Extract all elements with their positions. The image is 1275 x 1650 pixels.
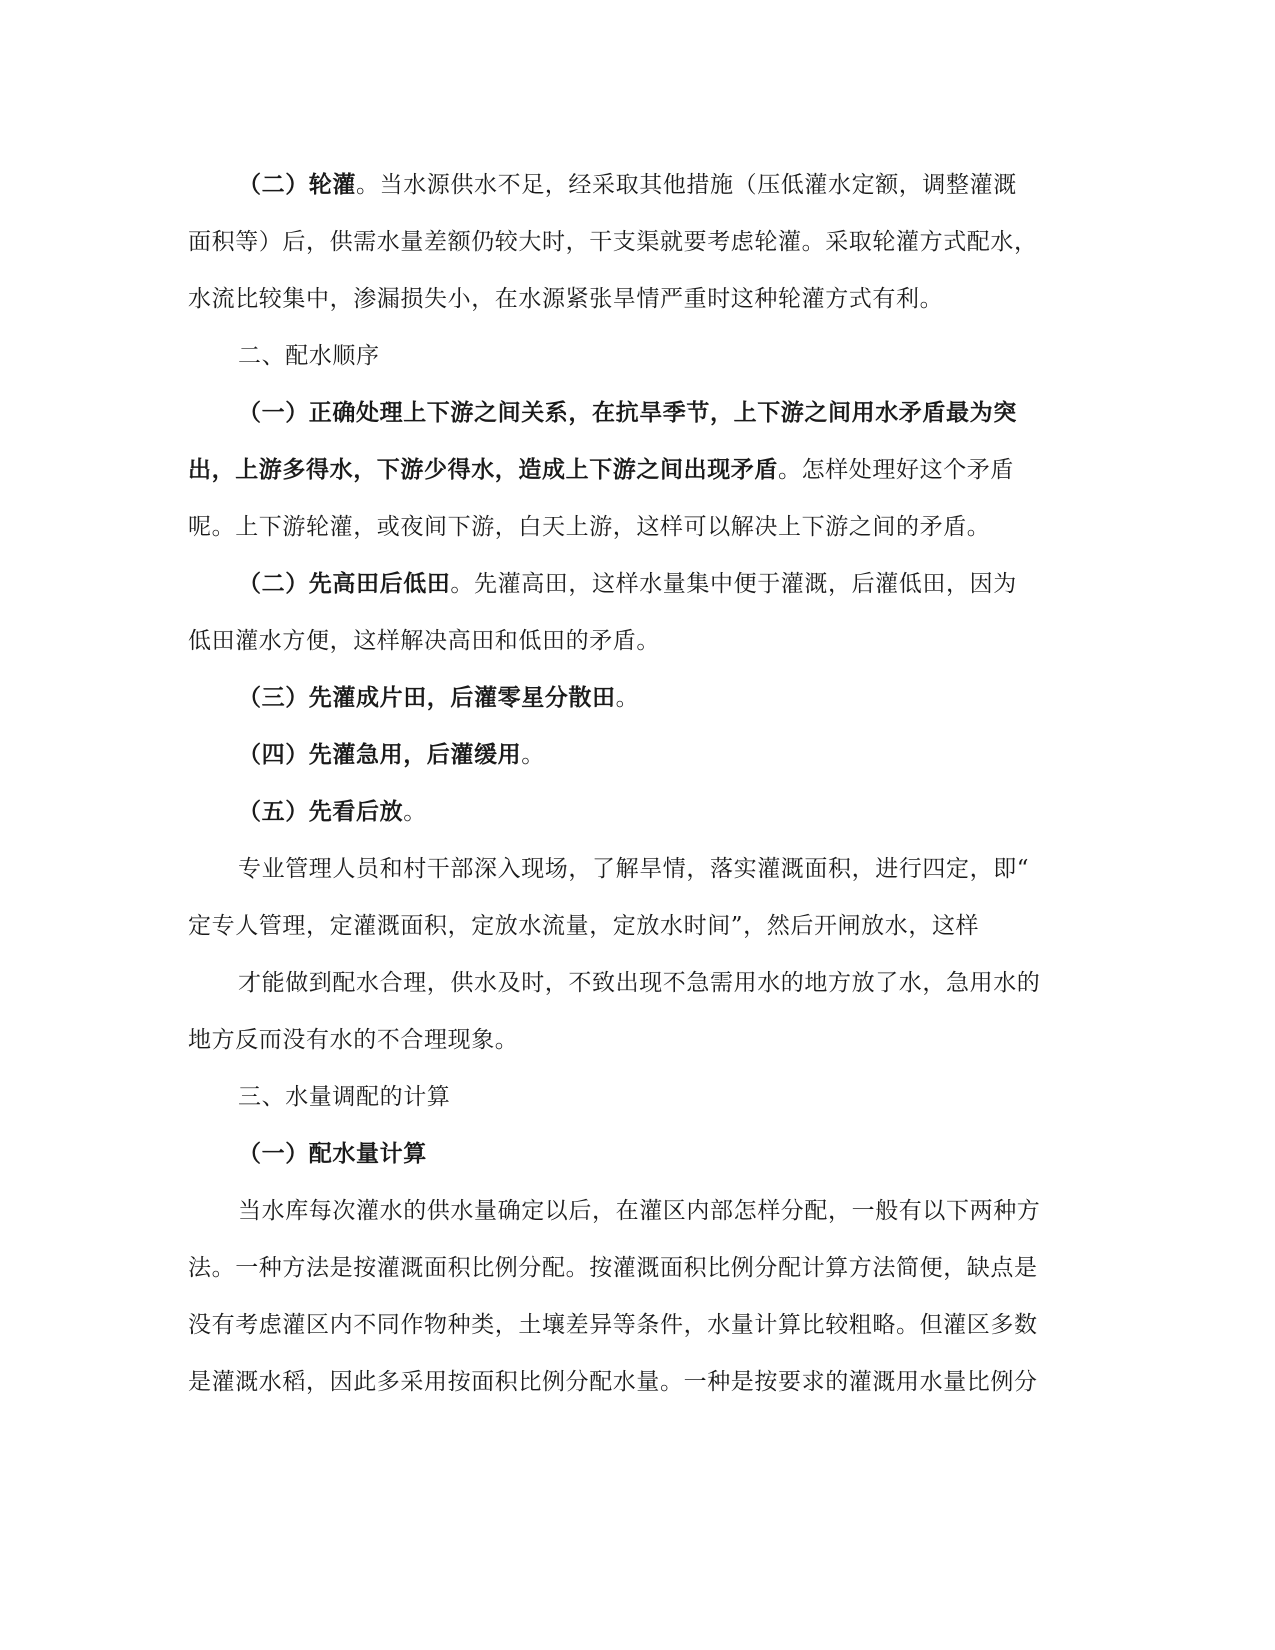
text-line-1 [238,170,1275,200]
text-run: （二）轮灌 [238,171,356,198]
text-line-3 [188,284,1275,314]
text-line-5 [238,398,1275,428]
text-run: 定专人管理，定灌溉面积，定放水流量，定放水时间”，然后开闸放水，这样 [188,913,980,939]
section-heading [238,1082,1275,1112]
text-run: （四）先灌急用，后灌缓用 [238,741,522,768]
text-run: 当水库每次灌水的供水量确定以后，在灌区内部怎样分配，一般有以下两种方 [238,1198,1041,1224]
text-line-13 [238,854,1275,884]
text-run: （二）先高田后低田 [238,570,451,597]
text-run: 是灌溉水稻，因此多采用按面积比例分配水量。一种是按要求的灌溉用水量比例分 [188,1369,1038,1395]
text-line-8 [238,569,1275,599]
text-run: 出，上游多得水，下游少得水，造成上下游之间出现矛盾 [188,456,778,483]
text-run: 。先灌高田，这样水量集中便于灌溉，后灌低田，因为 [450,571,1017,597]
text-line-22 [188,1367,1275,1397]
text-run: （一）配水量计算 [238,1140,427,1167]
text-line-7 [188,512,1275,542]
text-run: 才能做到配水合理，供水及时，不致出现不急需用水的地方放了水，急用水的 [238,970,1041,996]
text-run: 水流比较集中，渗漏损失小，在水源紧张旱情严重时这种轮灌方式有利。 [188,286,944,312]
text-run: 三、水量调配的计算 [238,1084,451,1110]
text-run: 。怎样处理好这个矛盾 [778,457,1014,483]
text-run: 。 [521,742,545,768]
text-run: 呢。上下游轮灌，或夜间下游，白天上游，这样可以解决上下游之间的矛盾。 [188,514,991,540]
text-run: （一）正确处理上下游之间关系，在抗旱季节，上下游之间用水矛盾最为突 [238,399,1017,426]
text-line-16 [188,1025,1275,1055]
text-line-11 [238,740,1275,770]
text-run: 法。一种方法是按灌溉面积比例分配。按灌溉面积比例分配计算方法简便，缺点是 [188,1255,1038,1281]
text-line-18 [238,1139,1275,1169]
text-line-15 [238,968,1275,998]
text-run: 地方反而没有水的不合理现象。 [188,1027,519,1053]
text-line-20 [188,1253,1275,1283]
text-run: （三）先灌成片田，后灌零星分散田 [238,684,616,711]
text-line-2 [188,227,1275,257]
text-run: 。 [615,685,640,711]
text-line-19 [238,1196,1275,1226]
text-line-21 [188,1310,1275,1340]
text-run: 没有考虑灌区内不同作物种类，土壤差异等条件，水量计算比较粗略。但灌区多数 [188,1312,1038,1338]
text-line-12 [238,797,1275,827]
text-run: 。当水源供水不足，经采取其他措施（压低灌水定额，调整灌溉 [356,172,1017,198]
text-line-9 [188,626,1275,656]
text-line-10 [238,683,1275,713]
text-line-14 [188,911,1275,941]
section-heading [238,341,1275,371]
text-run: 面积等）后，供需水量差额仍较大时，干支渠就要考虑轮灌。采取轮灌方式配水， [188,229,1038,255]
text-line-6 [188,455,1275,485]
text-run: （五）先看后放 [238,798,404,825]
text-run: 专业管理人员和村干部深入现场，了解旱情，落实灌溉面积，进行四定，即“ [238,856,1030,882]
text-run: 二、配水顺序 [238,343,380,369]
text-run: 。 [403,799,427,825]
text-run: 低田灌水方便，这样解决高田和低田的矛盾。 [188,628,660,654]
